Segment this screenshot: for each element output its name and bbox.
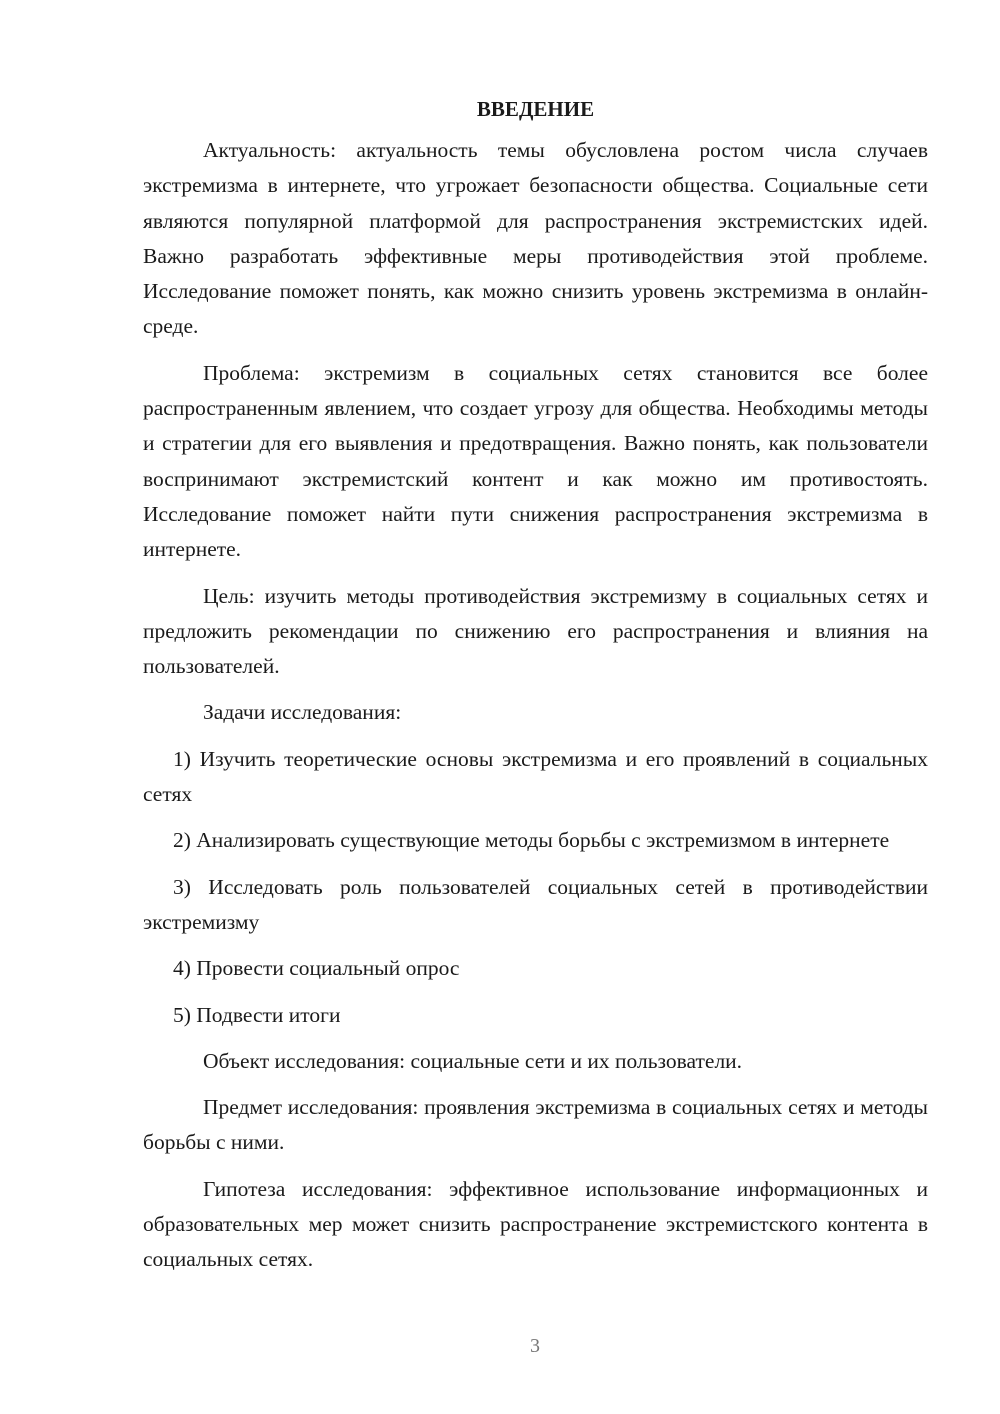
page-number: 3 xyxy=(530,1335,540,1357)
tasks-list xyxy=(143,742,928,1033)
list-item: 4) Провести социальный опрос xyxy=(173,956,460,981)
tasks-heading: Задачи исследования: xyxy=(203,700,402,725)
document-page xyxy=(143,92,928,1289)
paragraph-problem: Проблема: экстремизм в социальных сетях становится все более распространенным явлением, что создает угрозу для общества. Необходимы методы и стратегии для его выявления и предотвращения. Важно понять, как пользователи воспринимают экстремистский контент и как можно им противостоять. Исследование поможет найти пути снижения распространения экстремизма в интернете. xyxy=(143,360,928,562)
list-item: 2) Анализировать существующие методы борьбы с экстремизмом в интернете xyxy=(173,828,890,853)
list-item: 3) Исследовать роль пользователей социальных сетей в противодействии экстремизму xyxy=(143,874,928,934)
list-item: 1) Изучить теоретические основы экстремизма и его проявлений в социальных сетях xyxy=(143,746,928,807)
list-item: 5) Подвести итоги xyxy=(173,1002,341,1027)
paragraph-goal: Цель: изучить методы противодействия экстремизму в социальных сетях и предложить рекомендации по снижению его распространения и влияния на пользователей. xyxy=(143,583,928,679)
page-title: ВВЕДЕНИЕ xyxy=(476,97,595,121)
paragraph-object: Объект исследования: социальные сети и их пользователи. xyxy=(203,1048,743,1073)
paragraph-subject: Предмет исследования: проявления экстремизма в социальных сетях и методы борьбы с ними. xyxy=(143,1095,928,1155)
paragraph-hypothesis: Гипотеза исследования: эффективное использование информационных и образовательных мер может снизить распространение экстремистского контента в социальных сетях. xyxy=(143,1176,928,1272)
paragraph-relevance: Актуальность: актуальность темы обусловлена ростом числа случаев экстремизма в интернете, что угрожает безопасности общества. Социальные сети являются популярной платформой для распространения экстремистских идей. Важно разработать эффективные меры противодействия этой проблеме. Исследование поможет понять, как можно снизить уровень экстремизма в онлайн-среде. xyxy=(143,138,928,339)
